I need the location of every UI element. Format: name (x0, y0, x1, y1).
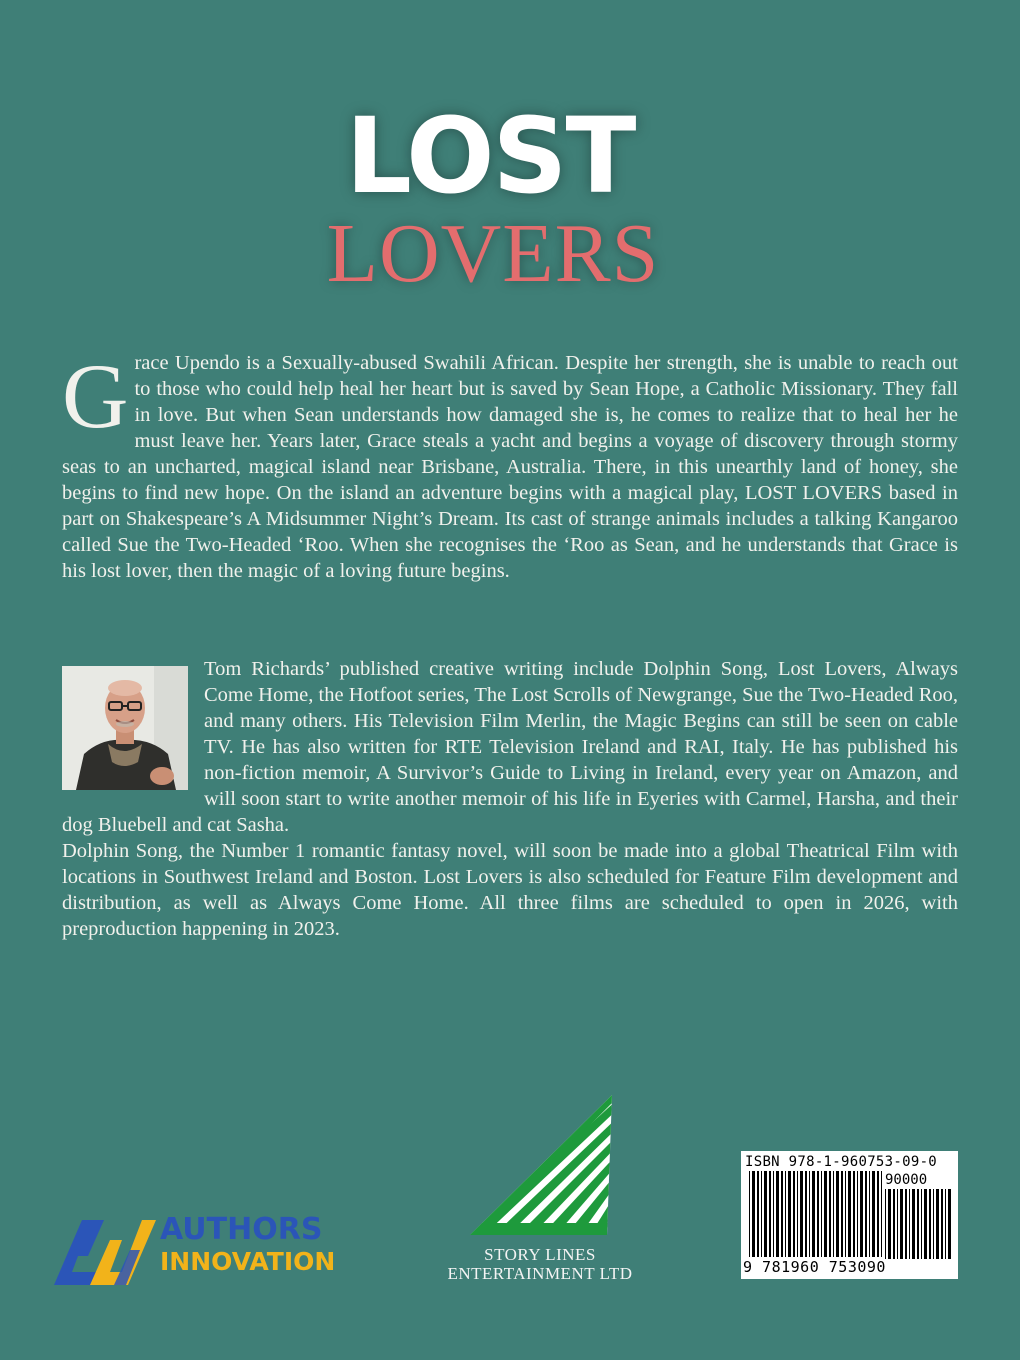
barcode-bar (865, 1171, 867, 1257)
synopsis-paragraph (62, 345, 958, 584)
ean-number: 9 781960 753090 (743, 1258, 886, 1276)
barcode-bar (905, 1189, 907, 1259)
barcode-bar (933, 1189, 934, 1259)
isbn-barcode (741, 1151, 958, 1279)
barcode-bar (764, 1171, 767, 1257)
barcode-bar (853, 1171, 855, 1257)
sail-logo-icon (470, 1095, 615, 1235)
barcode-bar (769, 1171, 771, 1257)
barcode-bar (912, 1189, 915, 1259)
barcode-bar (749, 1171, 750, 1257)
barcode-bar (761, 1171, 762, 1257)
barcode-bar (797, 1171, 798, 1257)
barcode-bar (888, 1189, 891, 1259)
barcode-bar (924, 1189, 927, 1259)
barcode-bar (841, 1171, 843, 1257)
authors-innovation-logo (52, 1212, 362, 1287)
barcode-bar (805, 1171, 807, 1257)
storylines-line1: STORY LINES (484, 1245, 596, 1264)
barcode-bar (848, 1171, 851, 1257)
price-code: 90000 (885, 1172, 928, 1188)
barcode-bar (785, 1171, 786, 1257)
title-line-lost: LOST (345, 95, 635, 217)
bio-paragraph-2: Dolphin Song, the Number 1 romantic fantasy novel, will soon be made into a global Theatrical Film with locations in Southwest Ireland and Boston. Lost Lovers is also scheduled for Feature Film development and distribution, as well as Always Come Home. All three films are scheduled to open in 2026, with preproduction happening in 2023. (62, 840, 958, 940)
barcode-bar (900, 1189, 903, 1259)
barcode-bar (773, 1171, 774, 1257)
barcode-bar (857, 1171, 858, 1257)
barcode-bar (897, 1189, 898, 1259)
barcode-bar (788, 1171, 791, 1257)
barcode-bar (941, 1189, 943, 1259)
title-line-lovers: LOVERS (326, 207, 660, 300)
barcode-bar (948, 1189, 951, 1259)
barcode-bar (757, 1171, 759, 1257)
barcode-bar (824, 1171, 827, 1257)
barcode-bar (872, 1171, 875, 1257)
barcode-bar (917, 1189, 919, 1259)
author-photo (62, 666, 188, 790)
isbn-number: ISBN 978-1-960753-09-0 (745, 1154, 938, 1170)
barcode-bar (821, 1171, 822, 1257)
barcode-bar (936, 1189, 939, 1259)
barcode-bar (921, 1189, 922, 1259)
barcode-bar (929, 1189, 931, 1259)
barcode-bar (945, 1189, 946, 1259)
publisher-authors: AUTHORS (160, 1212, 323, 1247)
drop-cap: G (62, 345, 129, 447)
barcode-bar (793, 1171, 795, 1257)
barcode-bar (817, 1171, 819, 1257)
story-lines-logo-text (420, 1245, 660, 1283)
barcode-bar (752, 1171, 755, 1257)
storylines-line2: ENTERTAINMENT LTD (447, 1264, 633, 1283)
author-bio (62, 656, 958, 942)
barcode-bar (881, 1171, 882, 1257)
barcode-bar (809, 1171, 810, 1257)
author-portrait-icon (62, 666, 188, 790)
barcode-bar (909, 1189, 910, 1259)
barcode-bar (877, 1171, 879, 1257)
bio-paragraph-1: Tom Richards’ published creative writing include Dolphin Song, Lost Lovers, Always Come Home, the Hotfoot series, The Lost Scrolls of Newgrange, Sue the Two-Headed Roo, and many others. His Television Film Merlin, the Magic Begins can still be seen on cable TV. He has also written for RTE Television Ireland and RAI, Italy. He has published his non-fiction memoir, A Survivor’s Guide to Living in Ireland, every year on Amazon, and will soon start to write another memoir of his life in Eyeries with Carmel, Harsha, and their dog Bluebell and cat Sasha. (62, 658, 958, 836)
barcode-bar (781, 1171, 783, 1257)
synopsis-text: race Upendo is a Sexually-abused Swahili African. Despite her strength, she is unable to reach out to those who could help heal her heart but is saved by Sean Hope, a Catholic Missionary. They fall in love. But when Sean understands how damaged she is, he comes to realize that to heal her he must leave her. Years later, Grace steals a yacht and begins a voyage of discovery through stormy seas to an uncharted, magical island near Brisbane, Australia. There, in this unearthly land of honey, she begins to find new hope. On the island an adventure begins with a magical play, LOST LOVERS based in part on Shakespeare’s A Midsummer Night’s Dream. Its cast of strange animals includes a talking Kangaroo called Sue the Two-Headed ‘Roo. When she recognises the ‘Roo as Sean, and he understands that Grace is his lost lover, then the magic of a loving future begins. (62, 352, 958, 582)
barcode-bar (833, 1171, 834, 1257)
barcode-bar (845, 1171, 846, 1257)
barcode-bar (812, 1171, 815, 1257)
barcode-bars-icon (749, 1171, 883, 1257)
barcode-bar (800, 1171, 803, 1257)
publisher-innovation: INNOVATION (160, 1247, 336, 1276)
barcode-addon-bars-icon (885, 1189, 953, 1259)
aj-monogram-icon (52, 1212, 162, 1287)
barcode-bar (869, 1171, 870, 1257)
barcode-bar (836, 1171, 839, 1257)
barcode-bar (829, 1171, 831, 1257)
barcode-bar (893, 1189, 895, 1259)
barcode-bar (860, 1171, 863, 1257)
barcode-bar (776, 1171, 779, 1257)
barcode-bar (885, 1189, 886, 1259)
